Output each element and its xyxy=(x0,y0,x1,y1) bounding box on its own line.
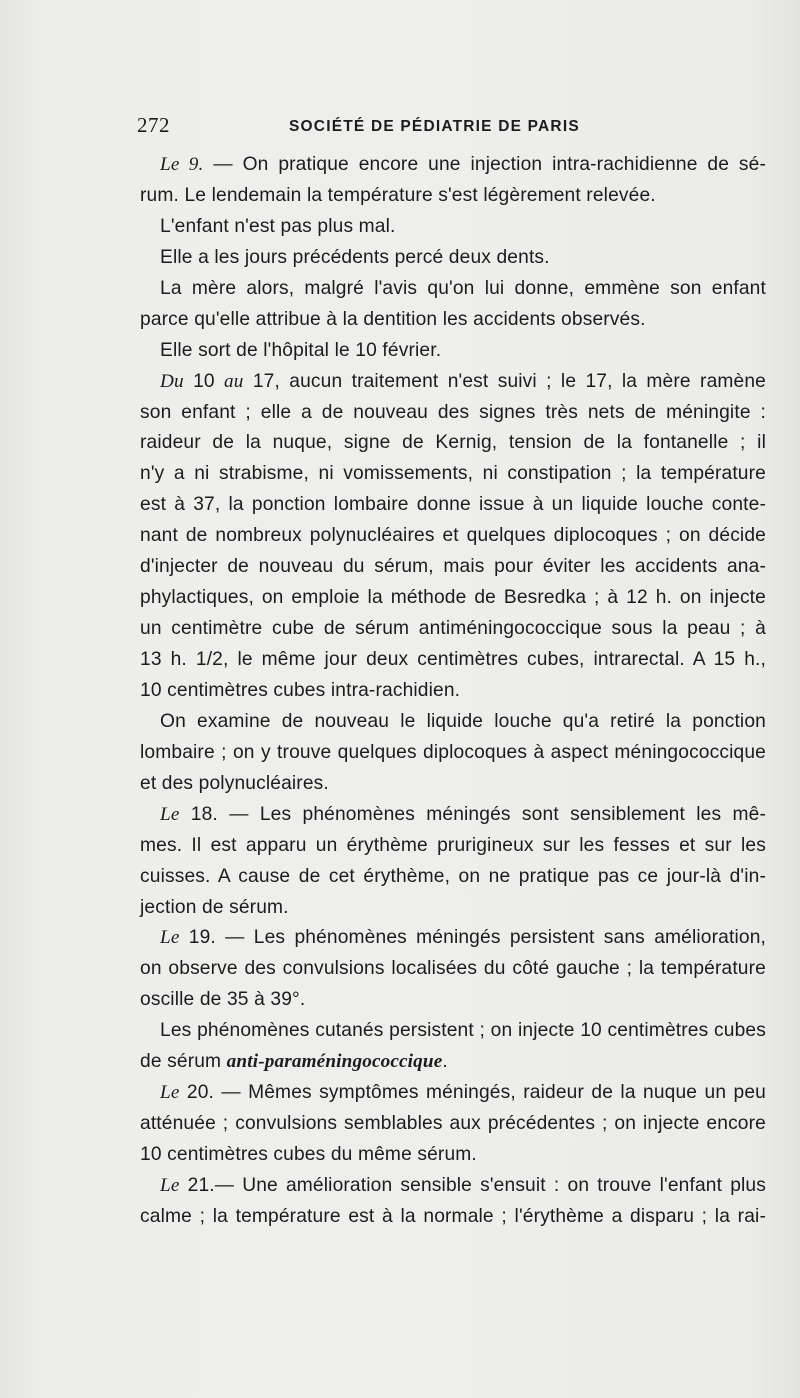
text-line xyxy=(140,1202,766,1233)
text-line xyxy=(140,1109,766,1140)
text-line xyxy=(140,459,766,490)
line-text: atténuée ; convulsions semblables aux précédentes ; on injecte encore xyxy=(140,1113,766,1135)
line-text: et des polynucléaires. xyxy=(140,772,329,794)
text-line xyxy=(140,645,766,676)
text-line xyxy=(140,274,766,305)
text-line xyxy=(140,181,766,212)
text-line xyxy=(140,614,766,645)
line-text: de sérum xyxy=(140,1051,227,1073)
text-line xyxy=(140,893,766,924)
text-line xyxy=(140,367,766,398)
page-number: 272 xyxy=(137,113,170,137)
text-line xyxy=(140,954,766,985)
line-text: 10 centimètres cubes du même sérum. xyxy=(140,1144,477,1165)
text-line xyxy=(140,398,766,429)
line-text: calme ; la température est à la normale ; l'érythème a disparu ; la rai- xyxy=(140,1205,766,1227)
line-text: 18. — Les phénomènes méningés sont sensiblement les mê- xyxy=(179,803,766,825)
line-text: 21.— Une amélioration sensible s'ensuit : on trouve l'enfant plus xyxy=(179,1174,766,1196)
line-text: d'injecter de nouveau du sérum, mais pour éviter les accidents ana- xyxy=(140,556,766,578)
line-text: rum. Le lendemain la température s'est légèrement relevée. xyxy=(140,184,656,206)
date-label: Le xyxy=(160,927,180,949)
text-line xyxy=(140,552,766,583)
text-line xyxy=(140,243,766,274)
line-text: — On pratique encore une injection intra-rachidienne de sé- xyxy=(203,154,767,175)
line-text: On examine de nouveau le liquide louche qu'a retiré la ponction xyxy=(160,710,766,732)
text-line xyxy=(140,738,766,769)
line-text: raideur de la nuque, signe de Kernig, tension de la fontanelle ; il xyxy=(140,432,766,454)
text-line xyxy=(140,800,766,831)
line-text: . xyxy=(442,1051,448,1073)
date-label: Du xyxy=(160,370,184,392)
line-text: oscille de 35 à 39°. xyxy=(140,989,306,1011)
running-head: SOCIÉTÉ DE PÉDIATRIE DE PARIS xyxy=(289,118,580,135)
text-line xyxy=(140,1078,766,1109)
text-line xyxy=(140,707,766,738)
line-text: phylactiques, on emploie la méthode de Besredka ; à 12 h. on injecte xyxy=(140,587,766,609)
text-line xyxy=(140,305,766,336)
line-text: Les phénomènes cutanés persistent ; on injecte 10 centimètres cubes xyxy=(160,1020,766,1042)
text-line xyxy=(140,769,766,800)
date-label: Le xyxy=(160,1082,180,1104)
page-header xyxy=(137,113,767,143)
line-text: 13 h. 1/2, le même jour deux centimètres cubes, intrarectal. A 15 h., xyxy=(140,649,766,670)
line-text: lombaire ; on y trouve quelques diplocoques à aspect méningococcique xyxy=(140,741,766,763)
line-text: mes. Il est apparu un érythème prurigineux sur les fesses et sur les xyxy=(140,834,766,856)
text-line xyxy=(140,923,766,954)
date-label: Le xyxy=(160,1174,180,1196)
text-line xyxy=(140,212,766,243)
body-text xyxy=(140,150,766,1233)
line-text: 17, aucun traitement n'est suivi ; le 17, la mère ramène xyxy=(243,370,767,392)
line-text: 19. — Les phénomènes méningés persistent sans amélioration, xyxy=(179,927,766,949)
italic-term: anti-paraméningococcique xyxy=(226,1051,443,1073)
text-line xyxy=(140,428,766,459)
text-line xyxy=(140,490,766,521)
text-line xyxy=(140,521,766,552)
line-text: on observe des convulsions localisées du côté gauche ; la température xyxy=(140,958,766,980)
date-label: Le xyxy=(160,803,180,825)
text-line xyxy=(140,1047,766,1078)
line-text: 10 centimètres cubes intra-rachidien. xyxy=(140,679,461,701)
text-line xyxy=(140,676,766,707)
text-line xyxy=(140,336,766,367)
line-text: La mère alors, malgré l'avis qu'on lui donne, emmène son enfant xyxy=(160,277,766,299)
text-line xyxy=(140,985,766,1016)
text-line xyxy=(140,831,766,862)
text-line xyxy=(140,150,766,181)
line-text: Elle sort de l'hôpital le 10 février. xyxy=(160,339,442,361)
line-text: 20. — Mêmes symptômes méningés, raideur de la nuque un peu xyxy=(179,1082,766,1104)
text-line xyxy=(140,862,766,893)
line-text: cuisses. A cause de cet érythème, on ne pratique pas ce jour-là d'in- xyxy=(140,865,766,887)
line-text: L'enfant n'est pas plus mal. xyxy=(160,215,396,237)
text-line xyxy=(140,1171,766,1202)
line-text: jection de sérum. xyxy=(140,896,289,918)
line-text: est à 37, la ponction lombaire donne issue à un liquide louche conte- xyxy=(140,494,766,516)
line-text: un centimètre cube de sérum antiméningococcique sous la peau ; à xyxy=(140,618,766,640)
line-text: son enfant ; elle a de nouveau des signes très nets de méningite : xyxy=(140,401,766,423)
date-label: Le 9. xyxy=(160,154,204,175)
line-text: Elle a les jours précédents percé deux dents. xyxy=(160,246,550,268)
text-line xyxy=(140,1140,766,1171)
line-text: n'y a ni strabisme, ni vomissements, ni constipation ; la température xyxy=(140,463,766,485)
line-text: parce qu'elle attribue à la dentition les accidents observés. xyxy=(140,308,646,330)
date-label: au xyxy=(224,370,244,392)
text-line xyxy=(140,1016,766,1047)
line-text: nant de nombreux polynucléaires et quelques diplocoques ; on décide xyxy=(140,525,766,547)
text-line xyxy=(140,583,766,614)
line-text: 10 xyxy=(183,370,225,392)
